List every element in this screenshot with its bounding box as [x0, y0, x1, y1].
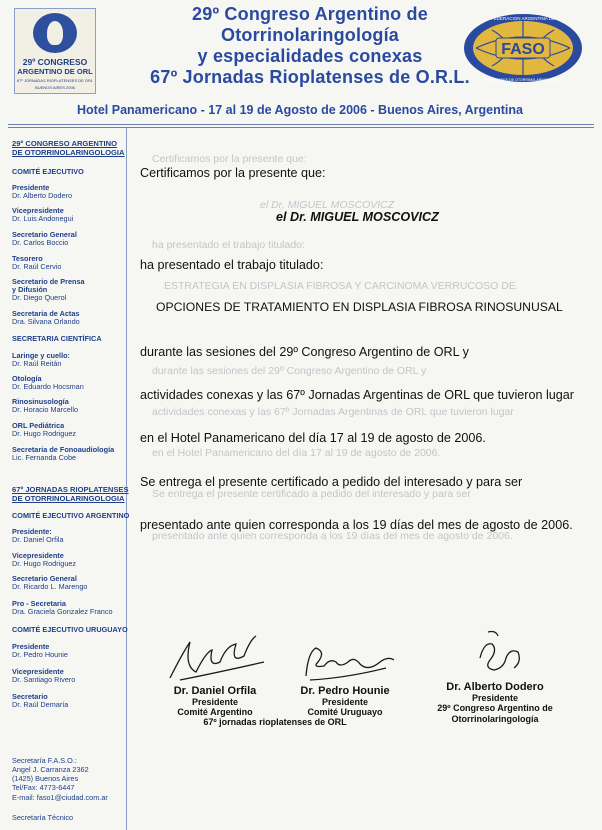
title-line4: 67º Jornadas Rioplatenses de O.R.L. [150, 67, 470, 87]
sidebar-arg-prosec: Dra. Graciela Gonzalez Franco [12, 607, 113, 616]
signature-role: Presidente [471, 692, 519, 703]
sidebar-arg-prosec-label: Pro - Secretaria [12, 599, 66, 608]
sidebar-orlped: Dr. Hugo Rodriguez [12, 429, 77, 438]
header-title [120, 4, 500, 88]
signature-block-hounie [280, 632, 410, 718]
sidebar-ce-arg: COMITÉ EJECUTIVO ARGENTINO [12, 511, 130, 520]
cert-line6: actividades conexas y las 67º Jornadas Argentinas de ORL que tuvieron lugar [140, 388, 574, 402]
cert-line7: en el Hotel Panamericano del día 17 al 19 de agosto de 2006. [140, 431, 486, 445]
congress-logo [14, 8, 96, 94]
logo-line1: 29º CONGRESO [22, 57, 88, 67]
logo-line4: BUENOS AIRES 2006 [35, 85, 75, 90]
bleed-through-text: actividades conexas y las 67º Jornadas Argentinas de ORL que tuvieron lugar [152, 406, 514, 418]
sidebar-arg-vice-label: Vicepresidente [12, 551, 64, 560]
sidebar-faso-label: Secretaría F.A.S.O.: [12, 756, 77, 765]
handwritten-signature-hounie [290, 632, 400, 686]
handwritten-signature-dodero [440, 628, 550, 682]
faso-arc-top: FEDERACION ARGENTINA DE [490, 16, 556, 21]
bleed-through-text: Se entrega el presente certificado a pedido del interesado y para ser [152, 488, 471, 500]
sidebar-arg-pres: Dr. Daniel Orfila [12, 535, 64, 544]
sidebar-uru-vice-label: Vicepresidente [12, 667, 64, 676]
bleed-through-text: presentado ante quien corresponda a los 19 días del mes de agosto de 2006. [152, 530, 513, 542]
sidebar-faso-tel: Tel/Fax: 4773-6447 [12, 783, 75, 792]
cert-line1: Certificamos por la presente que: [140, 166, 326, 180]
sidebar-otologia: Dr. Eduardo Hocsman [12, 382, 84, 391]
logo-line3: 67º JORNADAS RIOPLATENSES DE ORL [16, 78, 94, 83]
bleed-through-text: el Dr. MIGUEL MOSCOVICZ [260, 199, 395, 211]
logo-line2: ARGENTINO DE ORL [17, 67, 93, 76]
signature-role: Presidente [191, 696, 239, 707]
signature-name: Dr. Pedro Hounie [300, 685, 390, 697]
handwritten-signature-orfila [160, 632, 270, 686]
bleed-through-text: Certificamos por la presente que: [152, 153, 307, 165]
signature-role: Presidente [321, 696, 369, 707]
signature-org1: 29º Congreso Argentino de [437, 703, 553, 713]
sidebar-sec-tecnico: Secretaría Técnico [12, 813, 74, 822]
faso-center-text: FASO [501, 41, 545, 58]
bleed-through-text: durante las sesiones del 29º Congreso Argentino de ORL y [152, 365, 427, 377]
footer-jornadas: 67º jornadas rioplatenses de ORL [203, 717, 347, 727]
faso-arc-bottom: SOCIEDADES DE OTORRINOLARINGOLOGIA [484, 78, 562, 82]
sidebar-ce-uru: COMITÉ EJECUTIVO URUGUAYO [12, 625, 128, 634]
sidebar-faso-addr1: Angel J. Carranza 2362 [12, 765, 89, 774]
sidebar-sec1-title1: 29º CONGRESO ARGENTINO [12, 139, 118, 148]
sidebar-uru-pres-label: Presidente [12, 642, 50, 651]
sidebar-uru-sec: Dr. Raúl Demaría [12, 700, 69, 709]
signature-block-orfila [150, 632, 280, 718]
sidebar-secret-cientifica: SECRETARIA CIENTÍFICA [12, 334, 102, 343]
signature-name: Dr. Daniel Orfila [173, 685, 257, 697]
faso-logo [462, 12, 584, 84]
sidebar-arg-secgen: Dr. Ricardo L. Marengo [12, 582, 88, 591]
sidebar-orlped-label: ORL Pediátrica [12, 421, 65, 430]
cert-line5: durante las sesiones del 29º Congreso Argentino de ORL y [140, 345, 469, 359]
sidebar-arg-secgen-label: Secretario General [12, 574, 77, 583]
sidebar-laringe-label: Laringe y cuello: [12, 351, 70, 360]
signature-org: Comité Argentino [177, 707, 253, 717]
congress-emblem-icon [33, 13, 77, 53]
sidebar-sec2-title1: 67º JORNADAS RIOPLATENSES [12, 485, 129, 494]
sidebar-vice: Dr. Luis Andonegui [12, 214, 74, 223]
sidebar-comite-ejecutivo: COMITÉ EJECUTIVO [12, 167, 84, 176]
sidebar-faso-email: E-mail: faso1@ciudad.com.ar [12, 793, 108, 802]
sidebar-fono: Lic. Fernanda Cobe [12, 453, 77, 462]
sidebar-uru-vice: Dr. Santiago Rivero [12, 675, 76, 684]
sidebar-uru-sec-label: Secretario [12, 692, 48, 701]
header-divider [8, 124, 594, 125]
sidebar-presidente: Dr. Alberto Dodero [12, 191, 73, 200]
sidebar-secgen: Dr. Carlos Boccio [12, 238, 69, 247]
sidebar-secprensa-label1: Secretario de Prensa [12, 277, 85, 286]
header-subtitle: Hotel Panamericano - 17 al 19 de Agosto de 2006 - Buenos Aires, Argentina [77, 103, 523, 117]
sidebar-arg-pres-label: Presidente: [12, 527, 52, 536]
bleed-through-text: ha presentado el trabajo titulado: [152, 239, 305, 251]
sidebar-presidente-label: Presidente [12, 183, 50, 192]
signature-block-dodero [430, 628, 560, 724]
bleed-through-text: en el Hotel Panamericano del día 17 al 19 de agosto de 2006. [152, 447, 441, 459]
sidebar-fono-label: Secretaria de Fonoaudiología [12, 445, 115, 454]
sidebar-rino: Dr. Horacio Marcello [12, 405, 79, 414]
sidebar-vice-label: Vicepresidente [12, 206, 64, 215]
sidebar-secgen-label: Secretario General [12, 230, 77, 239]
sidebar-tesorero: Dr. Raúl Cervio [12, 262, 62, 271]
cert-line8: Se entrega el presente certificado a pedido del interesado y para ser [140, 475, 523, 489]
sidebar-faso-addr2: (1425) Buenos Aires [12, 774, 79, 783]
sidebar-arg-vice: Dr. Hugo Rodriguez [12, 559, 77, 568]
signature-org: Comité Uruguayo [307, 707, 383, 717]
title-line2: Otorrinolaringología [221, 25, 399, 45]
sidebar-otologia-label: Otología [12, 374, 42, 383]
sidebar-laringe: Dr. Raúl Reitán [12, 359, 62, 368]
cert-line9: presentado ante quien corresponda a los 19 días del mes de agosto de 2006. [140, 518, 573, 532]
title-line3: y especialidades conexas [197, 46, 423, 66]
sidebar-secprensa: Dr. Diego Querol [12, 293, 67, 302]
cert-work-title: OPCIONES DE TRATAMIENTO EN DISPLASIA FIBROSA RINOSUNUSAL [156, 300, 563, 314]
sidebar-secactas: Dra. Silvana Orlando [12, 317, 80, 326]
sidebar-rino-label: Rinosinusología [12, 397, 69, 406]
sidebar-sec1-title2: DE OTORRINOLARINGOLOGIA [12, 148, 125, 157]
cert-line3: ha presentado el trabajo titulado: [140, 258, 324, 272]
sidebar-secactas-label: Secretaria de Actas [12, 309, 80, 318]
cert-recipient-name: el Dr. MIGUEL MOSCOVICZ [276, 210, 439, 224]
sidebar-uru-pres: Dr. Pedro Hounie [12, 650, 68, 659]
bleed-through-text: ESTRATEGIA EN DISPLASIA FIBROSA Y CARCINOMA VERRUCOSO DE [164, 280, 516, 292]
signature-name: Dr. Alberto Dodero [446, 681, 544, 693]
title-line1: 29º Congreso Argentino de [192, 4, 428, 24]
signature-org2: Otorrinolaringología [451, 713, 539, 724]
sidebar-sec2-title2: DE OTORRINOLARINGOLOGIA [12, 494, 125, 503]
sidebar-tesorero-label: Tesorero [12, 254, 43, 263]
sidebar-secprensa-label2: y Difusión [12, 285, 48, 294]
